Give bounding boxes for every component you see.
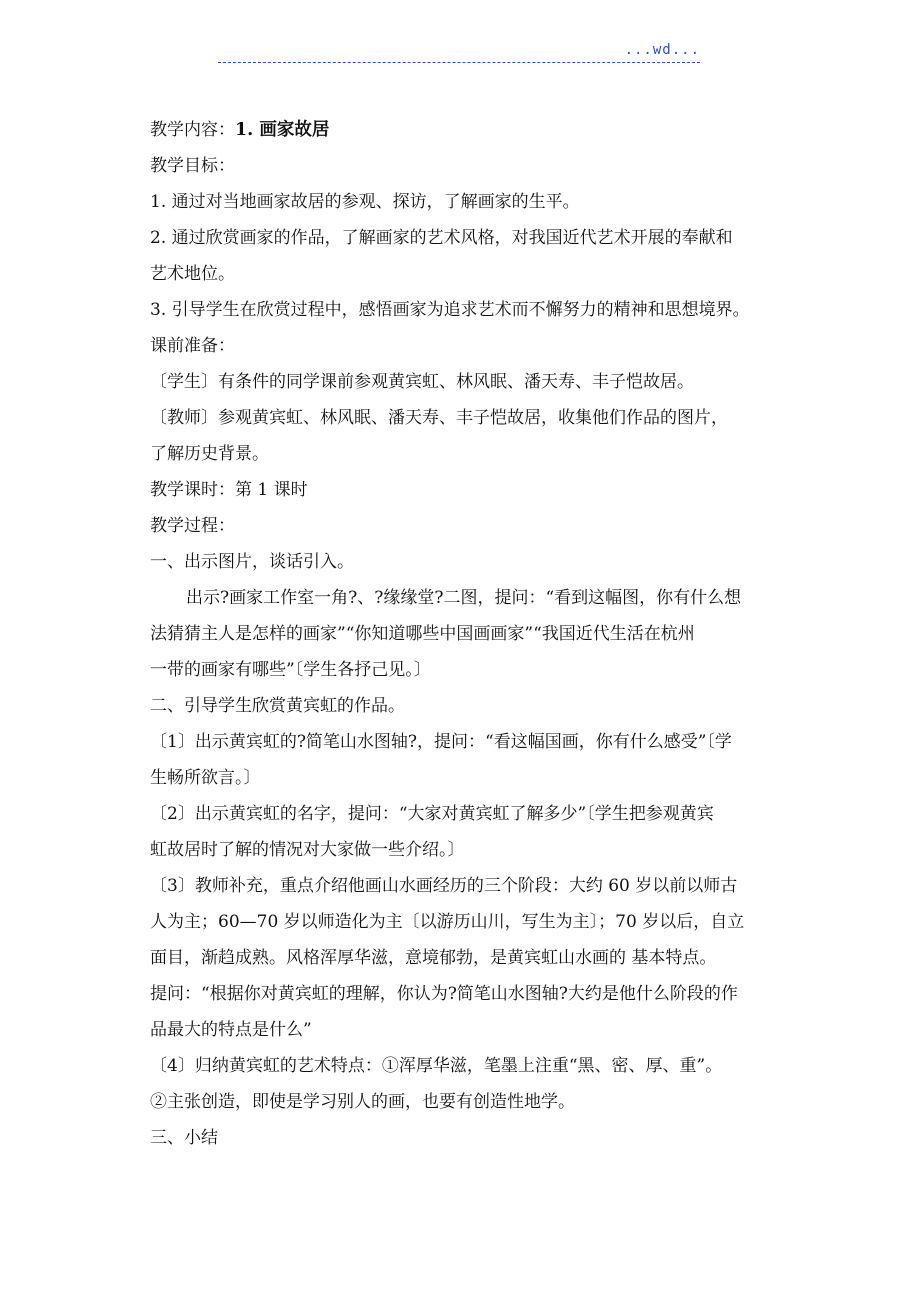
- paragraph-line: 出示?画家工作室一角?、?缘缘堂?二图，提问：“看到这幅图，你有什么想: [186, 588, 742, 608]
- paragraph-line: 人为主；60—70 岁以师造化为主〔以游历山川，写生为主〕；70 岁以后，自立: [150, 912, 745, 932]
- paragraph-line: 〔4〕归纳黄宾虹的艺术特点：①浑厚华滋，笔墨上注重“黑、密、厚、重”。: [150, 1056, 723, 1076]
- paragraph-line: 〔教师〕参观黄宾虹、林风眠、潘天寿、丰子恺故居，收集他们作品的图片，: [150, 408, 728, 428]
- title-label: 教学内容：: [150, 120, 235, 140]
- paragraph-line: 面目，渐趋成熟。风格浑厚华滋，意境郁勃，是黄宾虹山水画的 基本特点。: [150, 948, 717, 968]
- paragraph-line: 法猜猜主人是怎样的画家”“你知道哪些中国画画家”“我国近代生活在杭州: [150, 624, 695, 644]
- paragraph-line: 教学过程：: [150, 516, 235, 536]
- content-title: [150, 112, 790, 148]
- paragraph-line: 〔3〕教师补充，重点介绍他画山水画经历的三个阶段：大约 60 岁以前以师古: [150, 876, 738, 896]
- header-mark: ...wd...: [624, 42, 700, 58]
- paragraph-line: 3. 引导学生在欣赏过程中，感悟画家为追求艺术而不懈努力的精神和思想境界。: [150, 300, 750, 320]
- paragraph-line: 三、小结: [150, 1128, 218, 1148]
- paragraph-line: 二、引导学生欣赏黄宾虹的作品。: [150, 696, 405, 716]
- paragraph-line: 〔学生〕有条件的同学课前参观黄宾虹、林风眠、潘天寿、丰子恺故居。: [150, 372, 694, 392]
- paragraph-line: 教学目标：: [150, 156, 235, 176]
- paragraph-line: ②主张创造，即使是学习别人的画，也要有创造性地学。: [150, 1092, 575, 1112]
- paragraph-line: 品最大的特点是什么”: [150, 1020, 312, 1040]
- paragraph-line: 课前准备：: [150, 336, 235, 356]
- paragraph-line: 了解历史背景。: [150, 444, 269, 464]
- paragraph-line: 〔2〕出示黄宾虹的名字，提问：“大家对黄宾虹了解多少”〔学生把参观黄宾: [150, 804, 714, 824]
- paragraph-line: 一、出示图片，谈话引入。: [150, 552, 354, 572]
- paragraph-line: 一带的画家有哪些”〔学生各抒己见。〕: [150, 660, 431, 680]
- page-header: [218, 44, 700, 63]
- paragraph-line: 1. 通过对当地画家故居的参观、探访，了解画家的生平。: [150, 192, 580, 212]
- paragraph-line: 教学课时：第 1 课时: [150, 480, 308, 500]
- paragraph-line: 艺术地位。: [150, 264, 235, 284]
- paragraph-line: 2. 通过欣赏画家的作品，了解画家的艺术风格，对我国近代艺术开展的奉献和: [150, 228, 733, 248]
- paragraph-line: 虹故居时了解的情况对大家做一些介绍。〕: [150, 840, 465, 860]
- paragraph-line: 生畅所欲言。〕: [150, 768, 261, 788]
- paragraph-line: 〔1〕出示黄宾虹的?简笔山水图轴?，提问：“看这幅国画，你有什么感受”〔学: [150, 732, 732, 752]
- document-body: [150, 112, 790, 1156]
- paragraph-line: 提问：“根据你对黄宾虹的理解，你认为?简笔山水图轴?大约是他什么阶段的作: [150, 984, 738, 1004]
- title-text: 1. 画家故居: [235, 120, 330, 140]
